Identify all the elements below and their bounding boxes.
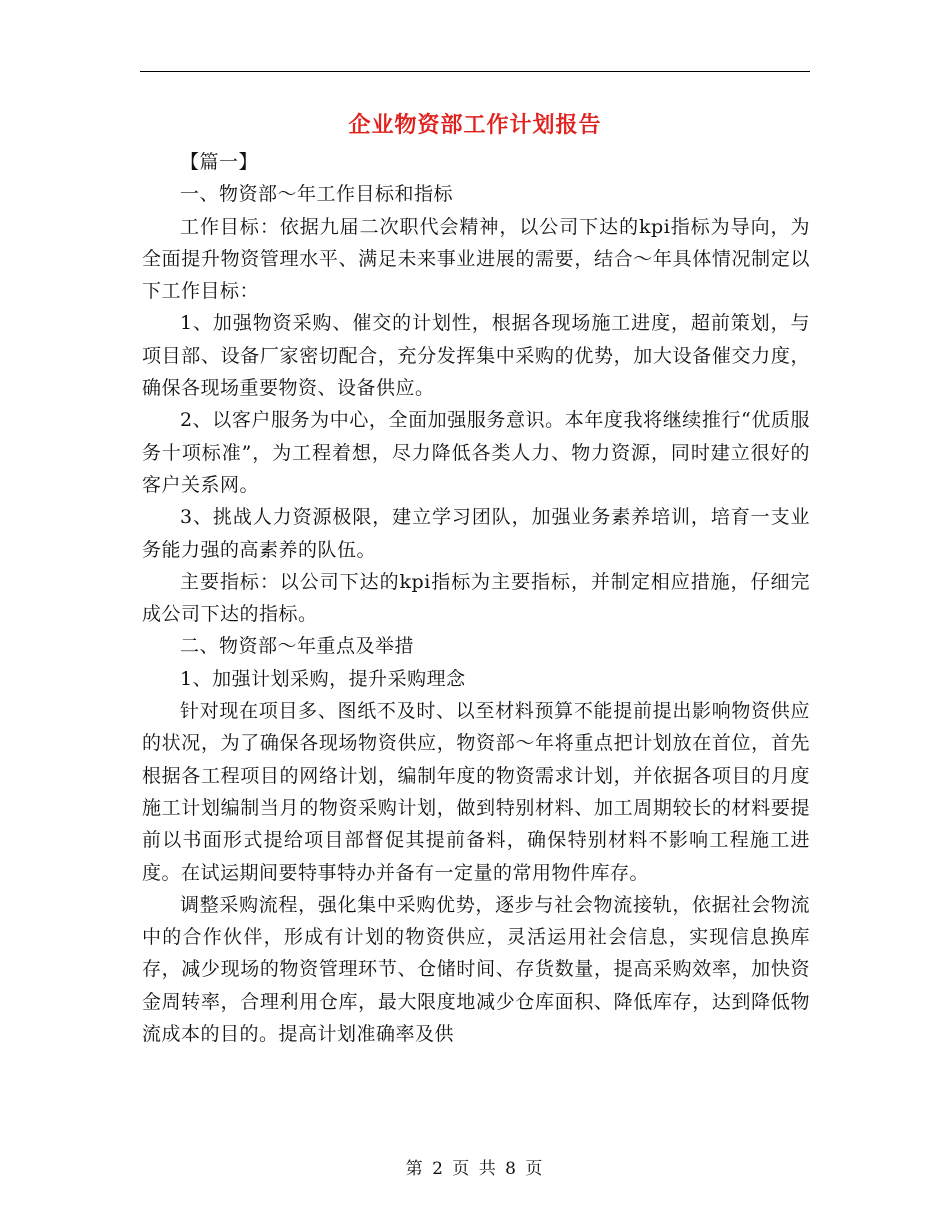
subheading: 1、加强计划采购，提升采购理念 [180,667,466,690]
paragraph: 主要指标：以公司下达的kpi指标为主要指标，并制定相应措施，仔细完成公司下达的指标。 [142,570,810,626]
paragraph: 调整采购流程，强化集中采购优势，逐步与社会物流接轨，依据社会物流中的合作伙伴，形成有计划的物资供应，灵活运用社会信息，实现信息换库存，减少现场的物资管理环节、仓储时间、存货数量，提高采购效率，加快资金周转率，合理利用仓库，最大限度地减少仓库面积、降低库存，达到降低物流成本的目的。提高计划准确率及供 [142,893,810,1046]
header-rule [140,71,810,72]
heading-measures: 二、物资部～年重点及举措 [180,635,415,658]
page-number: 第 2 页 共 8 页 [405,1159,545,1179]
paragraph: 1、加强物资采购、催交的计划性，根据各现场施工进度，超前策划，与项目部、设备厂家密切配合，充分发挥集中采购的优势，加大设备催交力度，确保各现场重要物资、设备供应。 [142,312,810,400]
paragraph: 针对现在项目多、图纸不及时、以至材料预算不能提前提出影响物资供应的状况，为了确保各现场物资供应，物资部～年将重点把计划放在首位，首先根据各工程项目的网络计划，编制年度的物资需求计划，并依据各项目的月度施工计划编制当月的物资采购计划，做到特别材料、加工周期较长的材料要提前以书面形式提给项目部督促其提前备料，确保特别材料不影响工程施工进度。在试运期间要特事特办并备有一定量的常用物件库存。 [142,700,810,884]
paragraph: 工作目标：依据九届二次职代会精神，以公司下达的kpi指标为导向，为全面提升物资管理水平、满足未来事业进展的需要，结合～年具体情况制定以下工作目标： [142,215,810,303]
paragraph: 3、挑战人力资源极限，建立学习团队，加强业务素养培训，培育一支业务能力强的高素养的队伍。 [142,506,810,561]
heading-goals: 一、物资部～年工作目标和指标 [180,183,454,206]
document-title: 企业物资部工作计划报告 [348,112,602,138]
document-body [142,146,810,1050]
section-heading: 【篇一】 [180,151,259,173]
paragraph: 2、以客户服务为中心，全面加强服务意识。本年度我将继续推行“优质服务十项标准”，为工程着想，尽力降低各类人力、物力资源，同时建立很好的客户关系网。 [142,409,810,496]
